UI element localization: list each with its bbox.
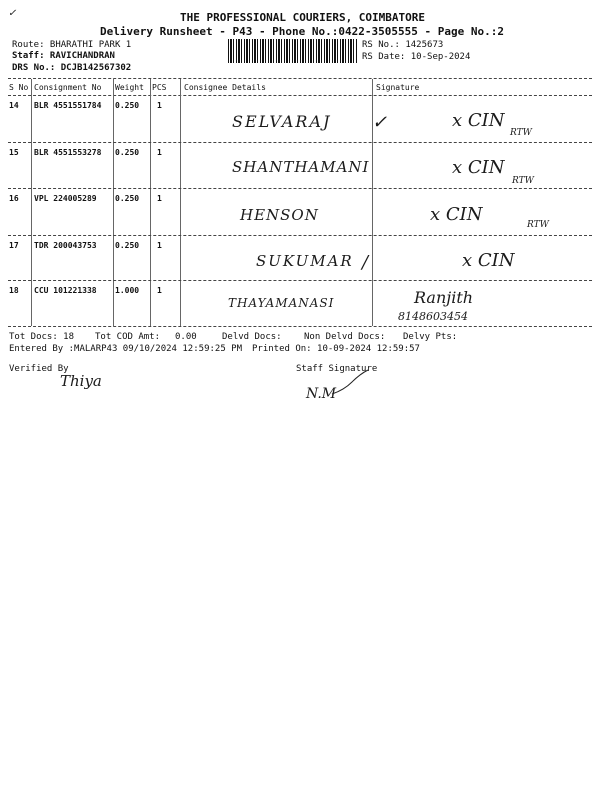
sig-mark: ✓ <box>372 112 388 133</box>
barcode <box>228 39 358 63</box>
col-pcs: PCS <box>152 83 167 92</box>
row-divider <box>8 235 592 236</box>
row-divider <box>8 280 592 281</box>
vrule <box>113 79 114 326</box>
row-consignment: CCU 101221338 <box>34 286 97 295</box>
rs-date: RS Date: 10-Sep-2024 <box>362 52 471 62</box>
col-consignment: Consignment No <box>34 83 102 92</box>
consignee-handwriting: SHANTHAMANI <box>232 158 370 176</box>
row-divider <box>8 188 592 189</box>
row-pcs: 1 <box>157 286 162 295</box>
col-signature: Signature <box>376 83 420 92</box>
delvy-pts: Delvy Pts: <box>403 332 458 342</box>
row-sno: 16 <box>9 194 19 203</box>
sig-note: x CIN <box>430 204 483 225</box>
row-sno: 18 <box>9 286 19 295</box>
col-sno: S No <box>9 83 29 92</box>
row-weight: 0.250 <box>115 148 140 157</box>
non-delvd-docs: Non Delvd Docs: <box>304 332 386 342</box>
row-weight: 0.250 <box>115 241 140 250</box>
staff-label: Staff: RAVICHANDRAN <box>12 51 115 61</box>
corner-tick-mark: ✓ <box>8 8 17 19</box>
sig-sub: RTW <box>527 220 549 230</box>
sig-note: Ranjith <box>414 288 474 307</box>
entered-by: Entered By :MALARP43 09/10/2024 12:59:25 PM <box>9 344 242 354</box>
row-pcs: 1 <box>157 148 162 157</box>
cod-value: 0.00 <box>175 332 197 342</box>
consignee-handwriting: HENSON <box>240 206 319 224</box>
consignee-handwriting: SUKUMAR <box>256 252 354 270</box>
vrule <box>31 79 32 326</box>
staff-signature: N.M <box>306 386 337 402</box>
sig-mark: / <box>362 252 369 273</box>
header-bottom-rule <box>8 95 592 96</box>
row-weight: 0.250 <box>115 101 140 110</box>
col-weight: Weight <box>115 83 144 92</box>
delvd-docs: Delvd Docs: <box>222 332 282 342</box>
row-pcs: 1 <box>157 101 162 110</box>
cod-label: Tot COD Amt: <box>95 332 161 342</box>
sig-sub: RTW <box>510 128 532 138</box>
signature-stroke <box>330 368 370 398</box>
verified-signature: Thiya <box>60 372 102 390</box>
rs-number: RS No.: 1425673 <box>362 40 444 50</box>
row-sno: 17 <box>9 241 19 250</box>
row-pcs: 1 <box>157 241 162 250</box>
verified-by-label: Verified By <box>9 364 69 374</box>
sig-sub: RTW <box>512 176 534 186</box>
runsheet-subtitle: Delivery Runsheet - P43 - Phone No.:0422-3505555 - Page No.:2 <box>100 25 504 38</box>
sig-note: x CIN <box>452 157 505 178</box>
table-bottom-rule <box>8 326 592 327</box>
row-weight: 0.250 <box>115 194 140 203</box>
sig-note: x CIN <box>462 250 515 271</box>
vrule <box>180 79 181 326</box>
sig-sub: 8148603454 <box>398 310 468 323</box>
consignee-handwriting: SELVARAJ <box>232 112 332 131</box>
row-weight: 1.000 <box>115 286 140 295</box>
staff-signature-label: Staff Signature <box>296 364 378 374</box>
row-pcs: 1 <box>157 194 162 203</box>
row-consignment: VPL 224005289 <box>34 194 97 203</box>
route-label: Route: BHARATHI PARK 1 <box>12 40 132 50</box>
row-consignment: BLR 4551551784 <box>34 101 102 110</box>
row-consignment: BLR 4551553278 <box>34 148 102 157</box>
row-sno: 14 <box>9 101 19 110</box>
vrule <box>150 79 151 326</box>
total-docs: Tot Docs: 18 <box>9 332 75 342</box>
row-consignment: TDR 200043753 <box>34 241 97 250</box>
company-title: THE PROFESSIONAL COURIERS, COIMBATORE <box>180 11 426 24</box>
row-divider <box>8 142 592 143</box>
row-sno: 15 <box>9 148 19 157</box>
header-top-rule <box>8 78 592 79</box>
col-consignee: Consignee Details <box>184 83 266 92</box>
sig-note: x CIN <box>452 110 505 131</box>
drs-number: DRS No.: DCJB142567302 <box>12 63 132 73</box>
consignee-handwriting: THAYAMANASI <box>228 296 335 310</box>
printed-on: Printed On: 10-09-2024 12:59:57 <box>252 344 420 354</box>
